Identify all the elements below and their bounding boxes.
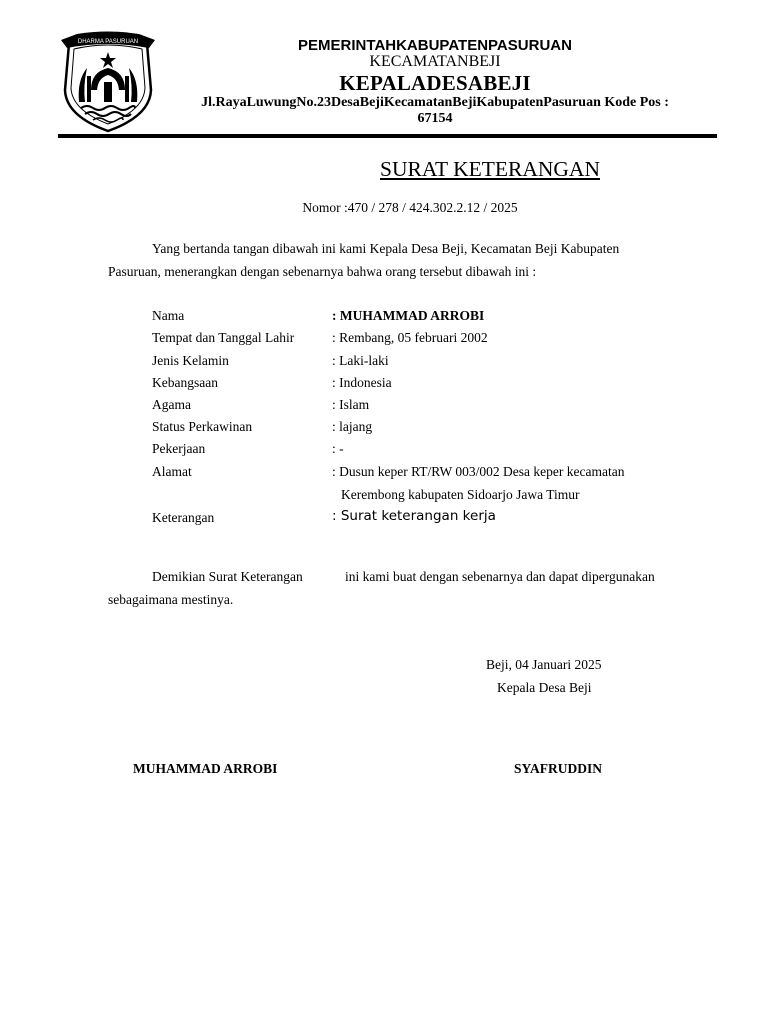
place-and-date: Beji, 04 Januari 2025 xyxy=(486,657,602,672)
header-divider xyxy=(58,134,717,138)
field-label-marital-status: Status Perkawinan xyxy=(152,419,253,434)
field-value-name: : MUHAMMAD ARROBI xyxy=(332,308,485,323)
field-label-name: Nama xyxy=(152,308,185,323)
village-head-signature-name: SYAFRUDDIN xyxy=(514,761,603,776)
intro-paragraph-line-1: Yang bertanda tangan dibawah ini kami Kepala Desa Beji, Kecamatan Beji Kabupaten xyxy=(152,241,620,256)
document-title: SURAT KETERANGAN xyxy=(380,157,600,181)
government-name: PEMERINTAHKABUPATENPASURUAN xyxy=(298,37,572,54)
field-label-remarks: Keterangan xyxy=(152,510,215,525)
field-value-address-line-2: Kerembong kabupaten Sidoarjo Jawa Timur xyxy=(341,487,580,502)
field-value-birth: : Rembang, 05 februari 2002 xyxy=(332,330,488,345)
office-name: KEPALADESABEJI xyxy=(339,71,531,95)
field-value-occupation: : - xyxy=(332,441,344,456)
letter-number: Nomor :470 / 278 / 424.302.2.12 / 2025 xyxy=(302,200,518,215)
regency-emblem-logo xyxy=(57,30,159,134)
emblem-banner-text: DHARMA PASURUAN xyxy=(77,39,139,45)
closing-paragraph-continuation: ini kami buat dengan sebenarnya dan dapat dipergunakan xyxy=(345,569,655,584)
district-name: KECAMATANBEJI xyxy=(369,53,501,70)
field-value-marital-status: : lajang xyxy=(332,419,373,434)
field-value-religion: : Islam xyxy=(332,397,370,412)
field-value-nationality: : Indonesia xyxy=(332,375,392,390)
field-value-gender: : Laki-laki xyxy=(332,353,389,368)
field-label-birth: Tempat dan Tanggal Lahir xyxy=(152,330,295,345)
intro-paragraph-line-2: Pasuruan, menerangkan dengan sebenarnya bahwa orang tersebut dibawah ini : xyxy=(108,264,537,279)
field-label-occupation: Pekerjaan xyxy=(152,441,206,456)
field-value-address: : Dusun keper RT/RW 003/002 Desa keper kecamatan xyxy=(332,464,625,479)
applicant-signature-name: MUHAMMAD ARROBI xyxy=(133,761,278,776)
field-label-gender: Jenis Kelamin xyxy=(152,353,229,368)
closing-paragraph-end: sebagaimana mestinya. xyxy=(108,592,234,607)
field-label-religion: Agama xyxy=(152,397,191,412)
office-address: Jl.RayaLuwungNo.23DesaBejiKecamatanBejiKabupatenPasuruan Kode Pos : xyxy=(201,95,669,110)
office-postal-code: 67154 xyxy=(417,111,453,126)
signer-role: Kepala Desa Beji xyxy=(497,680,592,695)
field-value-remarks: : Surat keterangan kerja xyxy=(332,508,496,524)
field-label-address: Alamat xyxy=(152,464,192,479)
closing-paragraph-start: Demikian Surat Keterangan xyxy=(152,569,303,584)
field-label-nationality: Kebangsaan xyxy=(152,375,218,390)
